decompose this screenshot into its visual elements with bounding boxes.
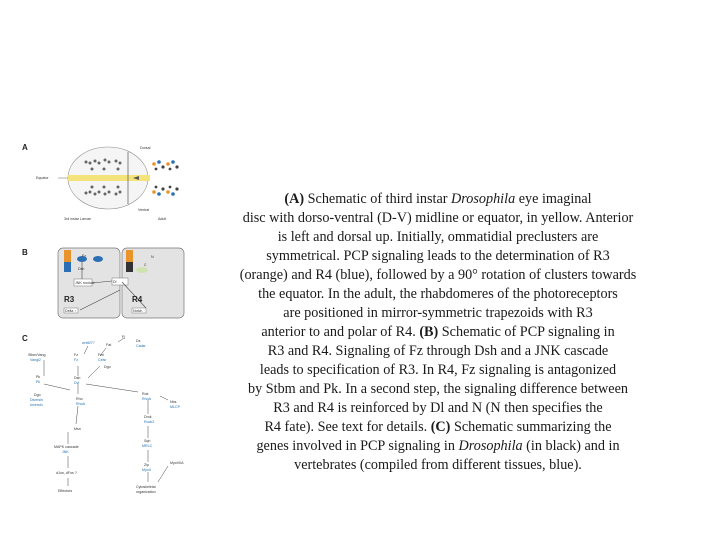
r3-label: R3 [64, 295, 75, 304]
dsh-label: Dsh [78, 267, 85, 271]
node-djun: dJun, dFos ? [56, 471, 77, 475]
caption-line: R3 and R4. Signaling of Fz through Dsh and a JNK cascade [267, 343, 609, 359]
node-dvl: Dvl [74, 381, 80, 385]
fz-label: Fz [82, 254, 86, 258]
notch-label: Notch [133, 309, 143, 313]
caption-line: is left and dorsal up. Initially, ommatidial preclusters are [277, 229, 599, 245]
caption-line: genes involved in PCP signaling in Drosophila (in black) and in [256, 438, 620, 454]
caption-line: R4 fate). See text for details. (C) Schematic summarizing the [264, 419, 612, 435]
equator-label: Equator [36, 176, 49, 180]
node-myoii: MyoII [142, 468, 151, 472]
node-fz-b: Fz [74, 358, 78, 362]
node-mlcp: MLCP [170, 405, 180, 409]
node-cdsr: Cadsr [136, 344, 146, 348]
caption-line: (A) Schematic of third instar Drosophila eye imaginal [284, 191, 592, 207]
panel-a-eye-disc [58, 147, 150, 209]
ventral-label: Ventral [138, 208, 150, 212]
caption-line: are positioned in mirror-symmetric trapezoids with R3 [283, 305, 593, 321]
caption-line: R3 and R4 is reinforced by Dl and N (N then specifies the [273, 400, 603, 416]
node-cyto: Cytoskeletal [136, 485, 156, 489]
panel-a-label: A [22, 143, 28, 152]
caption-line: disc with dorso-ventral (D-V) midline or equator, in yellow. Anterior [242, 210, 634, 226]
node-pk-b: Pk [36, 380, 41, 384]
node-inversin: Inversin [30, 403, 43, 407]
caption-line: the equator. In the adult, the rhabdomeres of the photoreceptors [258, 286, 618, 302]
node-wnt: wnt5/7? [82, 341, 95, 345]
node-jnk: JNK [62, 450, 69, 454]
node-sqh: Sqh [144, 439, 151, 443]
adult-trapezoids [152, 160, 178, 196]
node-fz: Fz [74, 353, 78, 357]
delta-label: Delta ↑ [65, 309, 77, 313]
node-mapk: MAPK cascade [54, 445, 79, 449]
panel-b-label: B [22, 248, 28, 257]
node-myovii: MyoVIIA [170, 461, 184, 465]
node-msn: Msn [74, 427, 81, 431]
node-mrlc: MRLC [142, 444, 153, 448]
panel-c-label: C [22, 334, 28, 343]
node-ds: Ds [136, 339, 141, 343]
dl-label: Dl [113, 280, 117, 284]
node-fj: Fj [122, 335, 125, 339]
caption-line: by Stbm and Pk. In a second step, the signaling difference between [248, 381, 628, 397]
dorsal-label: Dorsal [140, 146, 151, 150]
node-dsh: Dsh [74, 376, 81, 380]
n-label: N [151, 255, 154, 259]
node-rhoa-right: RhoA [142, 397, 151, 401]
panel-c-nodes [28, 335, 184, 494]
pcp-figure [20, 138, 210, 510]
larva-label: 3rd instar Larvae [64, 217, 91, 221]
node-drok: Drok [144, 415, 152, 419]
node-rock2: Rock2 [144, 420, 155, 424]
adult-label: Adult [158, 217, 167, 221]
node-fat: Fat [106, 343, 112, 347]
jnk-label: JNK module [75, 281, 95, 285]
node-stbm: Stbm/Vang [28, 353, 46, 357]
node-dgo2: Dgo [34, 393, 41, 397]
node-vangl: Vangl2 [30, 358, 41, 362]
c-label: C [144, 263, 147, 267]
node-rhoa: RhoA [76, 402, 85, 406]
node-effectors: Effectors [58, 489, 73, 493]
caption-line: vertebrates (compiled from different tissues, blue). [294, 457, 582, 473]
caption-line: anterior to and polar of R4. (B) Schematic of PCP signaling in [261, 324, 615, 340]
node-cyto2: organization [136, 490, 156, 494]
node-pk: Pk [36, 375, 41, 379]
r4-label: R4 [132, 295, 143, 304]
node-diversin: Diversin [30, 398, 43, 402]
node-dgo: Dgo [104, 365, 111, 369]
caption-line: symmetrical. PCP signaling leads to the determination of R3 [266, 248, 610, 264]
node-nbs: Nbs [170, 400, 177, 404]
node-rok: Rok [142, 392, 149, 396]
figure-caption [212, 190, 664, 475]
caption-line: leads to specification of R3. In R4, Fz signaling is antagonized [259, 362, 617, 378]
node-celsr: Celsr [98, 358, 107, 362]
node-fmi: Fmi [98, 353, 104, 357]
node-zip: Zip [144, 463, 149, 467]
caption-line: (orange) and R4 (blue), followed by a 90° rotation of clusters towards [239, 267, 637, 283]
node-rho: Rho [76, 397, 83, 401]
